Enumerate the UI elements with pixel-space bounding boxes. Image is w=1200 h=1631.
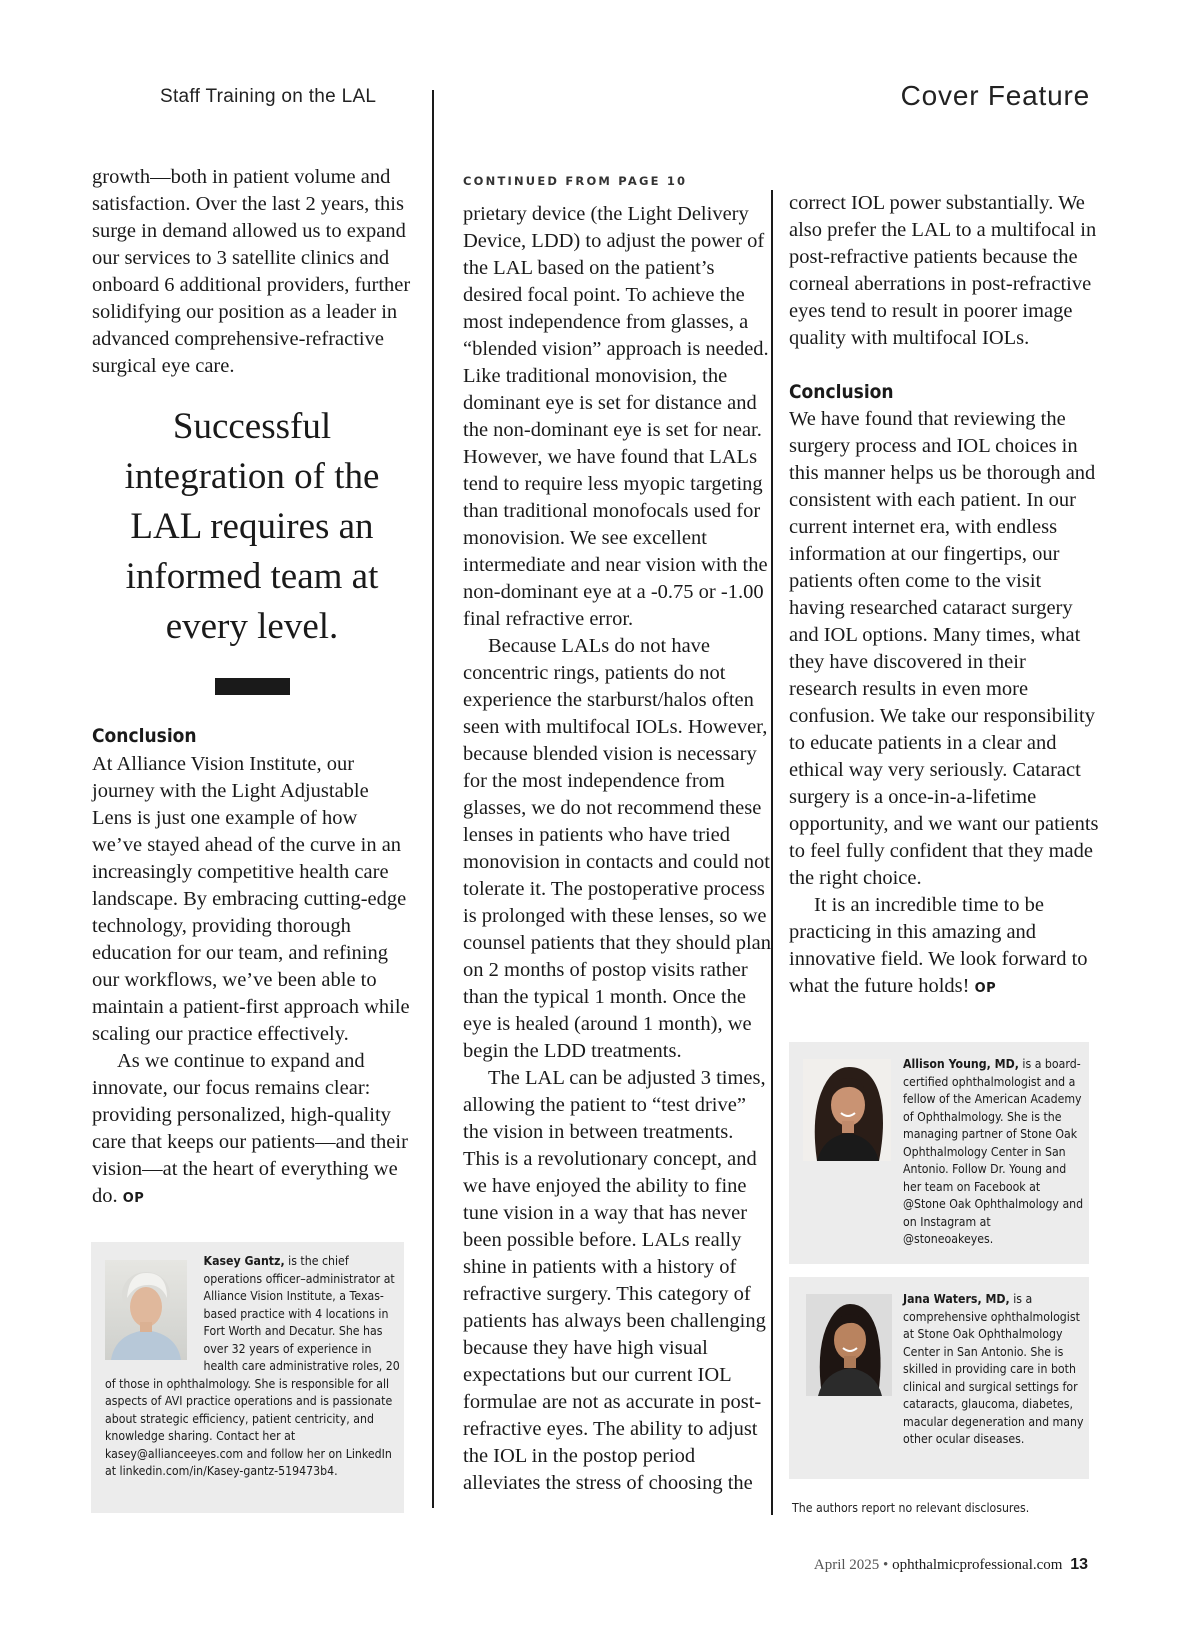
author-bio-kasey: [91, 1242, 404, 1513]
paragraph-text: As we continue to expand and innovate, our focus remains clear: providing personalized, high-quality care that keeps our patients—and their vision—at the heart of everything we do.: [92, 1050, 408, 1207]
op-end-mark: OP: [122, 1191, 145, 1206]
author-bio-jana: [789, 1277, 1089, 1479]
paragraph-text: It is an incredible time to be practicing in this amazing and innovative field. We look forward to what the future holds!: [789, 894, 1088, 997]
article-column-3: [789, 190, 1099, 1002]
article-column-1: [92, 164, 412, 1212]
bio-name: Jana Waters, MD,: [903, 1291, 1010, 1306]
footer-date: April 2025: [813, 1557, 880, 1573]
bio-body: is the chief operations officer–administrator at Alliance Vision Institute, a Texas-based practice with 4 locations in Fort Worth and Decatur. She has over 32 years of experience in health care administrative roles, 20 of those in ophthalmology. She is responsible for all aspects of AVI practice operations and is passionate about strategic efficiency, patient centricity, and knowledge sharing. Contact her at kasey@allianceeyes.com and follow her on LinkedIn at linkedin.com/in/Kasey-gantz-519473b4.: [105, 1253, 400, 1478]
bio-text: [105, 1252, 402, 1480]
pull-quote-bar: [215, 678, 290, 695]
footer-site-link[interactable]: ophthalmicprofessional.com: [892, 1557, 1063, 1573]
bio-body: is a comprehensive ophthalmologist at Stone Oak Ophthalmology Center in San Antonio. She is skilled in providing care in both clinical and surgical settings for cataracts, glaucoma, diabetes, macular degeneration and many other ocular diseases.: [903, 1291, 1084, 1446]
paragraph: correct IOL power substantially. We also prefer the LAL to a multifocal in post-refractive patients because the corneal aberrations in post-refractive eyes tend to result in poorer image quality with multifocal IOLs.: [789, 192, 1097, 349]
footer-bullet: •: [883, 1557, 889, 1573]
pull-quote: [92, 402, 412, 695]
paragraph: [92, 1048, 412, 1212]
feature-label: Cover Feature: [900, 80, 1090, 111]
pull-quote-text: Successful integration of the LAL requires an informed team at every level.: [124, 406, 380, 647]
paragraph: [789, 892, 1099, 1002]
author-photo-jana: [806, 1294, 892, 1396]
page-number: 13: [1070, 1556, 1088, 1573]
article-column-2: [463, 168, 773, 1497]
disclosure-note: The authors report no relevant disclosures.: [792, 1500, 1030, 1515]
column-divider-left: [432, 90, 434, 1508]
bio-text: [903, 1290, 1084, 1448]
op-end-mark: OP: [974, 981, 997, 996]
section-label: Staff Training on the LAL: [160, 86, 377, 107]
paragraph: growth—both in patient volume and satisfaction. Over the last 2 years, this surge in demand allowed us to expand our services to 3 satellite clinics and onboard 6 additional providers, further solidifying our position as a leader in advanced comprehensive-refractive surgical eye care.: [92, 166, 411, 377]
section-heading: Conclusion: [92, 725, 197, 747]
page-footer: [814, 1556, 1088, 1574]
paragraph: At Alliance Vision Institute, our journey with the Light Adjustable Lens is just one example of how we’ve stayed ahead of the curve in an increasingly competitive health care landscape. By embracing cutting-edge technology, providing thorough education for our team, and refining our workflows, we’ve been able to maintain a patient-first approach while scaling our practice effectively.: [92, 753, 410, 1045]
continued-label: CONTINUED FROM PAGE 10: [463, 174, 688, 188]
bio-text: [903, 1055, 1084, 1248]
paragraph: The LAL can be adjusted 3 times, allowing the patient to “test drive” the vision in between treatments. This is a revolutionary concept, and we have enjoyed the ability to fine tune vision in a way that has never been possible before. LALs really shine in patients with a history of refractive surgery. This category of patients has always been challenging because they have high visual expectations but our current IOL formulae are not as accurate in post-refractive eyes. The ability to adjust the IOL in the postop period alleviates the stress of choosing the: [463, 1067, 766, 1494]
paragraph: prietary device (the Light Delivery Device, LDD) to adjust the power of the LAL based on the patient’s desired focal point. To achieve the most independence from glasses, a “blended vision” approach is needed. Like traditional monovision, the dominant eye is set for distance and the non-dominant eye is set for near. However, we have found that LALs tend to require less myopic targeting than traditional monofocals used for monovision. We see excellent intermediate and near vision with the non-dominant eye at a -0.75 or -1.00 final refractive error.: [463, 203, 769, 630]
paragraph: We have found that reviewing the surgery process and IOL choices in this manner helps us be thorough and consistent with each patient. In our current internet era, with endless information at our fingertips, our patients often come to the visit having researched cataract surgery and IOL options. Many times, what they have discovered in their research results in even more confusion. We take our responsibility to educate patients in a clear and ethical way very seriously. Cataract surgery is a once-in-a-lifetime opportunity, and we want our patients to feel fully confident that they made the right choice.: [789, 408, 1099, 889]
author-bio-allison: [789, 1042, 1089, 1264]
bio-name: Kasey Gantz,: [203, 1253, 285, 1268]
author-photo-allison: [803, 1059, 891, 1161]
section-heading: Conclusion: [789, 381, 894, 403]
bio-body: is a board-certified ophthalmologist and a fellow of the American Academy of Ophthalmology. She is the managing partner of Stone Oak Ophthalmology Center in San Antonio. Follow Dr. Young and her team on Facebook at @Stone Oak Ophthalmology and on Instagram at @stoneoakeyes.: [903, 1056, 1084, 1246]
paragraph: Because LALs do not have concentric rings, patients do not experience the starburst/halos often seen with multifocal IOLs. However, because blended vision is necessary for the most independence from glasses, we do not recommend these lenses in patients who have tried monovision in contacts and could not tolerate it. The postoperative process is prolonged with these lenses, so we counsel patients that they should plan on 2 months of postop visits rather than the typical 1 month. Once the eye is healed (around 1 month), we begin the LDD treatments.: [463, 635, 772, 1062]
bio-name: Allison Young, MD,: [903, 1056, 1019, 1071]
